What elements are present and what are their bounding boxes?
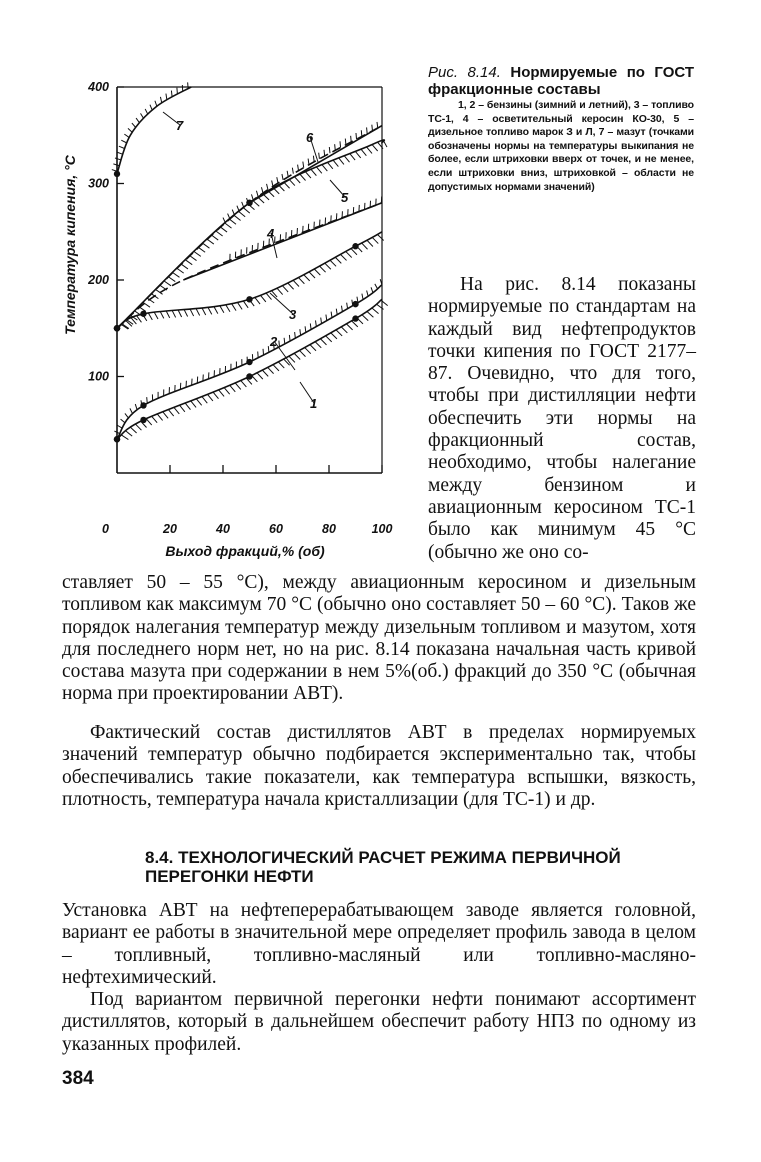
hatch-mark <box>128 128 132 132</box>
chart-axes <box>87 80 392 536</box>
hatch-mark <box>350 154 355 161</box>
hatch-mark <box>335 144 336 150</box>
hatch-mark <box>300 329 301 335</box>
curve-solid-part <box>183 203 382 280</box>
hatch-mark <box>213 392 218 398</box>
hatch-mark <box>242 202 244 207</box>
hatch-mark <box>141 113 144 118</box>
norm-point <box>246 373 252 379</box>
hatch-mark <box>372 237 378 243</box>
hatch-mark <box>282 286 288 292</box>
x-axis-title: Выход фракций,% (об) <box>165 543 325 559</box>
paragraph-3: Установка АВТ на нефтеперерабатывающем заводе является головной, вариант ее работы в значительной мере определяет профиль завода в целом – топливный, топливно-масляный или топливно-масляно-нефтехимический. <box>62 900 696 988</box>
hatch-mark <box>293 280 299 286</box>
hatch-mark <box>238 303 243 310</box>
hatch-mark <box>383 140 387 147</box>
hatch-mark <box>371 287 373 293</box>
hatch-mark <box>326 315 327 321</box>
hatch-mark <box>255 297 260 304</box>
hatch-mark <box>292 168 293 174</box>
hatch-mark <box>223 218 225 223</box>
hatch-mark <box>171 91 172 97</box>
hatch-mark <box>355 151 360 158</box>
hatch-mark <box>367 240 373 246</box>
x-tick-label: 60 <box>269 522 283 536</box>
hatch-mark <box>232 304 236 311</box>
hatch-mark <box>184 310 188 317</box>
caption-prefix: Рис. 8.14. <box>428 64 501 81</box>
hatch-mark <box>196 399 201 406</box>
hatch-mark <box>303 162 304 168</box>
hatch-mark <box>226 305 230 312</box>
curve-label-2: 2 <box>270 334 278 349</box>
hatch-mark <box>132 123 136 127</box>
norm-point <box>352 243 358 249</box>
hatch-mark <box>377 122 378 128</box>
hatch-mark <box>185 260 192 265</box>
hatch-mark <box>155 101 157 107</box>
figure-8-14 <box>55 70 405 570</box>
hatch-mark <box>298 165 299 171</box>
hatch-mark <box>289 356 295 362</box>
hatch-mark <box>362 294 363 300</box>
hatch-mark <box>377 234 383 240</box>
norm-point <box>114 436 120 442</box>
hatch-mark <box>150 105 152 110</box>
hatch-mark <box>340 254 346 260</box>
hatch-mark <box>121 140 126 143</box>
hatch-mark <box>121 419 125 423</box>
y-tick-label: 100 <box>88 369 109 384</box>
hatch-mark <box>326 336 332 342</box>
hatch-mark <box>289 179 295 185</box>
hatch-mark <box>224 388 229 394</box>
hatch-mark <box>166 94 167 100</box>
hatch-mark <box>219 390 224 396</box>
hatch-mark <box>263 349 264 355</box>
paragraph-1: ставляет 50 – 55 °С), между авиационным керосином и дизельным топливом как максимум 70 °С (обычно оно составляет 50 – 60 °С). Таков же порядок налегания температур между дизельным топливом и мазутом, хотя для последнего норм нет, но на рис. 8.14 показана начальная часть кривой состава мазута при содержании в нем 5%(об.) фракций до 350 °С (обычная норма при проектировании АВТ). <box>62 572 696 705</box>
hatch-mark <box>191 401 196 408</box>
hatch-mark <box>172 272 179 277</box>
hatch-mark <box>300 174 306 180</box>
hatch-mark <box>145 109 148 114</box>
hatch-mark <box>208 307 212 314</box>
hatch-mark <box>256 191 258 197</box>
caption-body: 1, 2 – бензины (зимний и летний), 3 – топливо ТС-1, 4 – осветительный керосин КО-30, 5 – дизельное топливо марок З и Л, 7 – мазут (точками обозначены нормы на температуры выкипания не более, если штриховки вверх от точек, и не менее, если штриховки вниз, штриховкой – области не допустимых нормами значений) <box>428 99 694 193</box>
hatch-mark <box>230 385 236 391</box>
hatch-mark <box>178 310 182 317</box>
hatch-mark <box>289 335 290 341</box>
x-tick-label: 20 <box>163 522 177 536</box>
curve-solid-part <box>250 126 383 203</box>
hatch-mark <box>253 200 259 206</box>
hatch-mark <box>135 404 137 410</box>
hatch-mark <box>115 158 121 160</box>
hatch-mark <box>322 165 327 171</box>
hatch-mark <box>174 407 179 414</box>
section-heading: 8.4. ТЕХНОЛОГИЧЕСКИЙ РАСЧЕТ РЕЖИМА ПЕРВИЧНОЙ ПЕРЕГОНКИ НЕФТИ <box>145 848 621 886</box>
hatch-mark <box>202 308 206 315</box>
hatch-mark <box>216 231 223 236</box>
hatch-mark <box>284 338 285 344</box>
hatch-mark <box>125 413 128 417</box>
hatch-mark <box>344 156 349 163</box>
boiling-curves-chart <box>55 70 405 570</box>
hatch-mark <box>340 141 341 147</box>
curve-3 <box>114 232 384 332</box>
x-tick-label: 80 <box>322 522 336 536</box>
hatch-mark <box>287 171 288 177</box>
hatch-mark <box>311 169 317 175</box>
figure-caption <box>428 64 694 194</box>
hatch-mark <box>320 339 326 345</box>
norm-point <box>246 296 252 302</box>
hatch-mark <box>375 284 378 289</box>
hatch-mark <box>152 416 157 422</box>
hatch-mark <box>333 160 338 167</box>
x-tick-label: 40 <box>216 522 230 536</box>
hatch-mark <box>125 431 132 436</box>
x-tick-label: 100 <box>371 522 393 536</box>
hatch-mark <box>351 136 352 142</box>
hatch-mark <box>346 251 352 257</box>
curve-5 <box>114 140 387 331</box>
hatch-mark <box>160 285 167 290</box>
hatch-mark <box>190 309 194 316</box>
hatch-mark <box>362 243 368 249</box>
hatch-mark <box>299 350 305 356</box>
hatch-mark <box>305 172 311 178</box>
hatch-mark <box>119 146 125 148</box>
hatch-mark <box>278 362 284 368</box>
hatch-mark <box>316 320 317 326</box>
hatch-mark <box>372 308 379 314</box>
norm-point <box>140 402 146 408</box>
hatch-mark <box>238 211 245 216</box>
hatch-mark <box>163 412 168 419</box>
hatch-mark <box>327 162 332 168</box>
chart-curves <box>112 82 388 442</box>
curve-label-6: 6 <box>306 130 314 145</box>
hatch-mark <box>168 277 175 282</box>
curve-label-7: 7 <box>176 118 184 133</box>
hatch-mark <box>367 291 368 297</box>
hatch-mark <box>189 256 196 261</box>
hatch-mark <box>130 408 133 413</box>
hatch-mark <box>305 326 306 332</box>
hatch-mark <box>157 414 162 420</box>
hatch-mark <box>310 323 311 329</box>
hatch-mark <box>172 310 176 317</box>
hatch-mark <box>305 348 311 354</box>
hatch-mark <box>194 251 201 256</box>
hatch-mark <box>367 127 368 133</box>
hatch-mark <box>272 291 278 297</box>
hatch-mark <box>235 383 241 389</box>
hatch-mark <box>196 309 200 316</box>
hatch-mark <box>228 214 230 219</box>
curve-line <box>117 299 382 439</box>
hatch-mark <box>277 288 283 294</box>
hatch-mark <box>251 194 253 200</box>
curve-label-3: 3 <box>289 307 297 322</box>
hatch-mark <box>160 97 161 103</box>
norm-point <box>352 315 358 321</box>
hatch-mark <box>136 118 139 123</box>
hatch-mark <box>361 130 362 136</box>
hatch-mark <box>232 210 234 215</box>
hatch-mark <box>279 341 280 347</box>
hatch-mark <box>166 311 170 318</box>
hatch-mark <box>243 208 250 214</box>
curve-label-4: 4 <box>267 226 275 241</box>
hatch-mark <box>345 139 346 145</box>
hatch-mark <box>331 312 332 318</box>
hatch-mark <box>124 134 129 137</box>
hatch-mark <box>351 249 357 255</box>
hatch-mark <box>180 405 185 412</box>
hatch-mark <box>295 332 296 338</box>
hatch-mark <box>260 295 265 302</box>
hatch-mark <box>336 309 337 315</box>
curve-label-5: 5 <box>341 190 349 205</box>
norm-point <box>114 325 120 331</box>
hatch-mark <box>177 268 184 273</box>
hatch-mark <box>137 316 142 323</box>
hatch-mark <box>181 264 188 269</box>
hatch-mark <box>341 306 342 312</box>
page-number: 384 <box>62 1068 94 1089</box>
hatch-mark <box>319 153 320 159</box>
hatch-mark <box>356 133 357 139</box>
hatch-mark <box>168 410 173 417</box>
hatch-mark <box>294 353 300 359</box>
hatch-mark <box>277 177 278 183</box>
hatch-mark <box>147 397 148 403</box>
hatch-mark <box>339 158 344 165</box>
hatch-mark <box>262 370 268 376</box>
hatch-mark <box>139 307 146 312</box>
hatch-mark <box>160 311 164 318</box>
hatch-mark <box>310 345 316 351</box>
norm-point <box>246 359 252 365</box>
hatch-mark <box>257 373 263 379</box>
paragraph-4: Под вариантом первичной перегонки нефти понимают ассортимент дистиллятов, который в дальнейшем обеспечит работу НПЗ по одному из указанных профилей. <box>62 989 696 1055</box>
hatch-mark <box>220 306 224 313</box>
hatch-mark <box>273 365 279 371</box>
hatch-mark <box>164 281 171 286</box>
hatch-mark <box>372 125 373 131</box>
side-paragraph: На рис. 8.14 показаны нормируемые по стандартам на каждый вид нефтепродуктов точки кипения по ГОСТ 2177–87. Очевидно, что для того, чтобы при дистилляции нефти обеспечить эти нормы на фракционный состав, необходимо, чтобы налегание между бензином и авиационным керосином ТС-1 было как минимум 45 °С (обычно же оно со- <box>428 274 696 563</box>
hatch-mark <box>314 269 320 275</box>
hatch-mark <box>288 283 294 289</box>
hatch-mark <box>331 333 337 339</box>
hatch-mark <box>294 177 300 183</box>
y-tick-label: 400 <box>88 80 109 94</box>
hatch-mark <box>362 315 368 321</box>
hatch-mark <box>272 180 273 186</box>
y-tick-label: 0 <box>102 522 109 536</box>
hatch-mark <box>315 342 321 348</box>
hatch-mark <box>241 381 247 387</box>
hatch-mark <box>298 278 304 284</box>
hatch-mark <box>329 147 330 153</box>
hatch-mark <box>320 266 326 272</box>
norm-point <box>140 417 146 423</box>
hatch-mark <box>361 149 366 156</box>
hatch-mark <box>234 215 241 220</box>
curve-label-1: 1 <box>310 396 318 411</box>
curve-2 <box>114 279 382 442</box>
hatch-mark <box>347 303 348 309</box>
norm-point <box>246 200 252 206</box>
hatch-mark <box>154 312 158 319</box>
hatch-mark <box>268 346 269 352</box>
hatch-mark <box>352 321 358 327</box>
hatch-mark <box>313 156 314 162</box>
norm-point <box>114 171 120 177</box>
hatch-mark <box>214 307 218 314</box>
hatch-mark <box>135 424 141 430</box>
hatch-mark <box>336 330 342 336</box>
hatch-mark <box>237 206 239 211</box>
hatch-mark <box>304 275 310 281</box>
hatch-mark <box>321 318 322 324</box>
hatch-mark <box>335 257 341 263</box>
chart-labels <box>163 112 349 411</box>
caption-title: Нормируемые по ГОСТ фракционные составы <box>428 64 695 98</box>
hatch-mark <box>341 327 347 333</box>
hatch-mark <box>121 435 128 440</box>
hatch-mark <box>282 174 283 180</box>
hatch-mark <box>146 419 152 425</box>
hatch-mark <box>372 145 378 151</box>
hatch-mark <box>208 394 213 401</box>
hatch-mark <box>185 403 190 410</box>
hatch-mark <box>324 150 325 156</box>
hatch-mark <box>267 184 268 190</box>
hatch-mark <box>309 272 315 278</box>
hatch-mark <box>316 167 321 173</box>
hatch-mark <box>367 147 372 153</box>
hatch-mark <box>229 219 236 224</box>
hatch-mark <box>225 223 232 228</box>
hatch-mark <box>243 301 248 308</box>
y-tick-label: 200 <box>88 273 109 287</box>
hatch-mark <box>130 427 136 433</box>
y-axis-title: Температура кипения, °С <box>62 155 78 335</box>
hatch-mark <box>148 313 152 320</box>
hatch-mark <box>261 187 262 193</box>
y-tick-label: 300 <box>88 176 109 191</box>
hatch-mark <box>308 159 309 165</box>
hatch-mark <box>325 263 331 269</box>
hatch-mark <box>330 260 336 266</box>
hatch-mark <box>346 324 352 330</box>
curve-line <box>117 232 382 328</box>
hatch-mark <box>268 367 274 373</box>
norm-point <box>352 301 358 307</box>
paragraph-2: Фактический состав дистиллятов АВТ в пределах нормируемых значений температур обычно подбирается экспериментально так, чтобы обеспечивались такие показатели, как температура вспышки, вязкость, плотность, температура начала кристаллизации (для ТС-1) и др. <box>62 722 696 810</box>
hatch-mark <box>367 311 373 317</box>
hatch-mark <box>202 397 207 404</box>
curve-1 <box>114 299 388 442</box>
